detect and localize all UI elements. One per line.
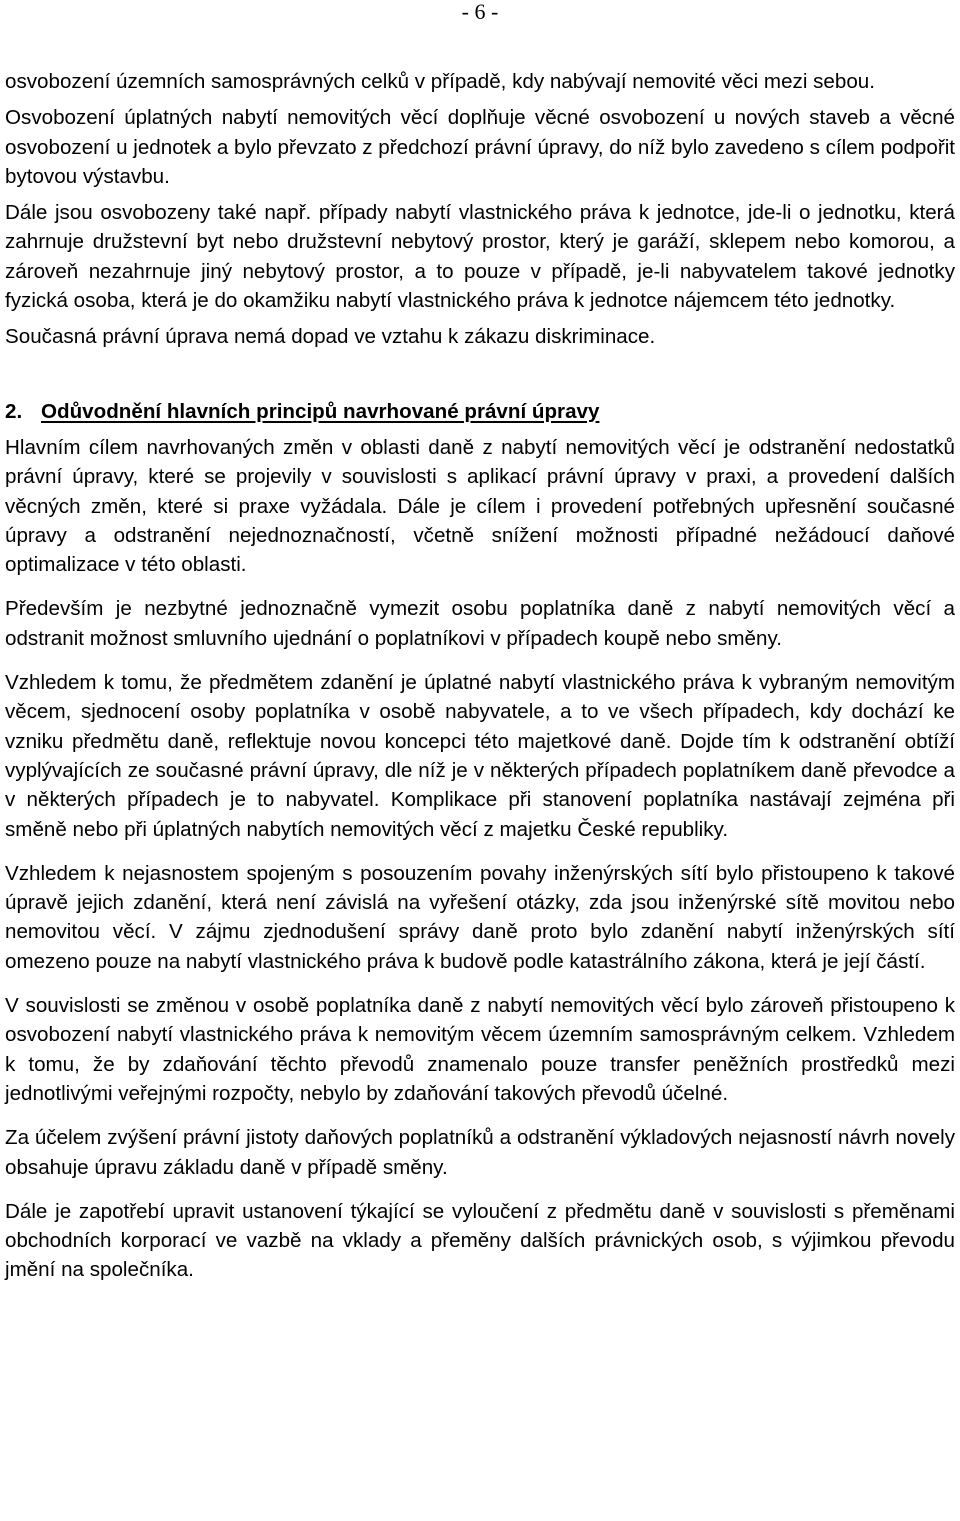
page-number: - 6 -	[461, 0, 499, 24]
paragraph-utility-networks: Vzhledem k nejasnostem spojeným s posouzením povahy inženýrských sítí bylo přistoupeno k takové úpravě jejich zdanění, která není závislá na vyřešení otázky, zda jsou inženýrské sítě movitou nebo nemovitou věcí. V zájmu zjednodušení správy daně proto bylo zdanění nabytí inženýrských sítí omezeno pouze na nabytí vlastnického práva k budově podle katastrálního zákona, která je její částí.	[5, 861, 955, 973]
section-number: 2.	[5, 399, 23, 423]
paragraph-discrimination: Současná právní úprava nemá dopad ve vztahu k zákazu diskriminace.	[5, 325, 656, 349]
section-heading	[5, 397, 955, 426]
paragraph-exchange-tax-base: Za účelem zvýšení právní jistoty daňových poplatníků a odstranění výkladových nejasností návrh novely obsahuje úpravu základu daně v případě směny.	[5, 1126, 955, 1179]
paragraph-corporate-transformations: Dále je zapotřebí upravit ustanovení týkající se vyloučení z předmětu daně v souvislosti s přeměnami obchodních korporací ve vazbě na vklady a přeměny dalších právnických osob, s výjimkou převodu jmění na společníka.	[5, 1199, 955, 1282]
paragraph-taxpayer-unification: Vzhledem k tomu, že předmětem zdanění je úplatné nabytí vlastnického práva k vybraným nemovitým věcem, sjednocení osoby poplatníka v osobě nabyvatele, a to ve všech případech, kdy dochází ke vzniku předmětu daně, reflektuje novou koncepci této majetkové daně. Dojde tím k odstranění obtíží vyplývajících ze současné právní úpravy, dle níž je v některých případech poplatníkem daně převodce a v některých případech je to nabyvatel. Komplikace při stanovení poplatníka nastávají zejména při směně nebo při úplatných nabytích nemovitých věcí z majetku České republiky.	[5, 671, 955, 841]
paragraph-exemption-cooperative-units: Dále jsou osvobozeny také např. případy nabytí vlastnického práva k jednotce, jde-li o jednotku, která zahrnuje družstevní byt nebo družstevní nebytový prostor, který je garáží, sklepem nebo komorou, a zároveň nezahrnuje jiný nebytový prostor, a to pouze v případě, je-li nabyvatelem takové jednotky fyzická osoba, která je do okamžiku nabytí vlastnického práva k jednotce nájemcem této jednotky.	[5, 201, 955, 313]
document-body	[5, 67, 955, 1285]
paragraph-municipal-exemption: V souvislosti se změnou v osobě poplatníka daně z nabytí nemovitých věcí bylo zároveň přistoupeno k osvobození nabytí vlastnického práva k nemovitým věcem územním samosprávným celkem. Vzhledem k tomu, že by zdaňování těchto převodů znamenalo pouze transfer peněžních prostředků mezi jednotlivými veřejnými rozpočty, nebylo by zdaňování takových převodů účelné.	[5, 994, 955, 1105]
paragraph-exemption-new-buildings: Osvobození úplatných nabytí nemovitých věcí doplňuje věcné osvobození u nových staveb a věcné osvobození u jednotek a bylo převzato z předchozí právní úpravy, do níž bylo zavedeno s cílem podpořit bytovou výstavbu.	[5, 106, 955, 188]
paragraph-taxpayer-definition: Především je nezbytné jednoznačně vymezit osobu poplatníka daně z nabytí nemovitých věcí a odstranit možnost smluvního ujednání o poplatníkovi v případech koupě nebo směny.	[5, 597, 955, 650]
section-title: Odůvodnění hlavních principů navrhované právní úpravy	[41, 399, 600, 423]
paragraph-main-goal: Hlavním cílem navrhovaných změn v oblasti daně z nabytí nemovitých věcí je odstranění nedostatků právní úpravy, které se projevily v souvislosti s aplikací právní úpravy v praxi, a provedení dalších věcných změn, které si praxe vyžádala. Dále je cílem i provedení potřebných upřesnění současné úpravy a odstranění nejednoznačností, včetně snížení možnosti případné nežádoucí daňové optimalizace v této oblasti.	[5, 435, 955, 577]
paragraph-continuation: osvobození územních samosprávných celků v případě, kdy nabývají nemovité věci mezi sebou.	[5, 70, 875, 93]
